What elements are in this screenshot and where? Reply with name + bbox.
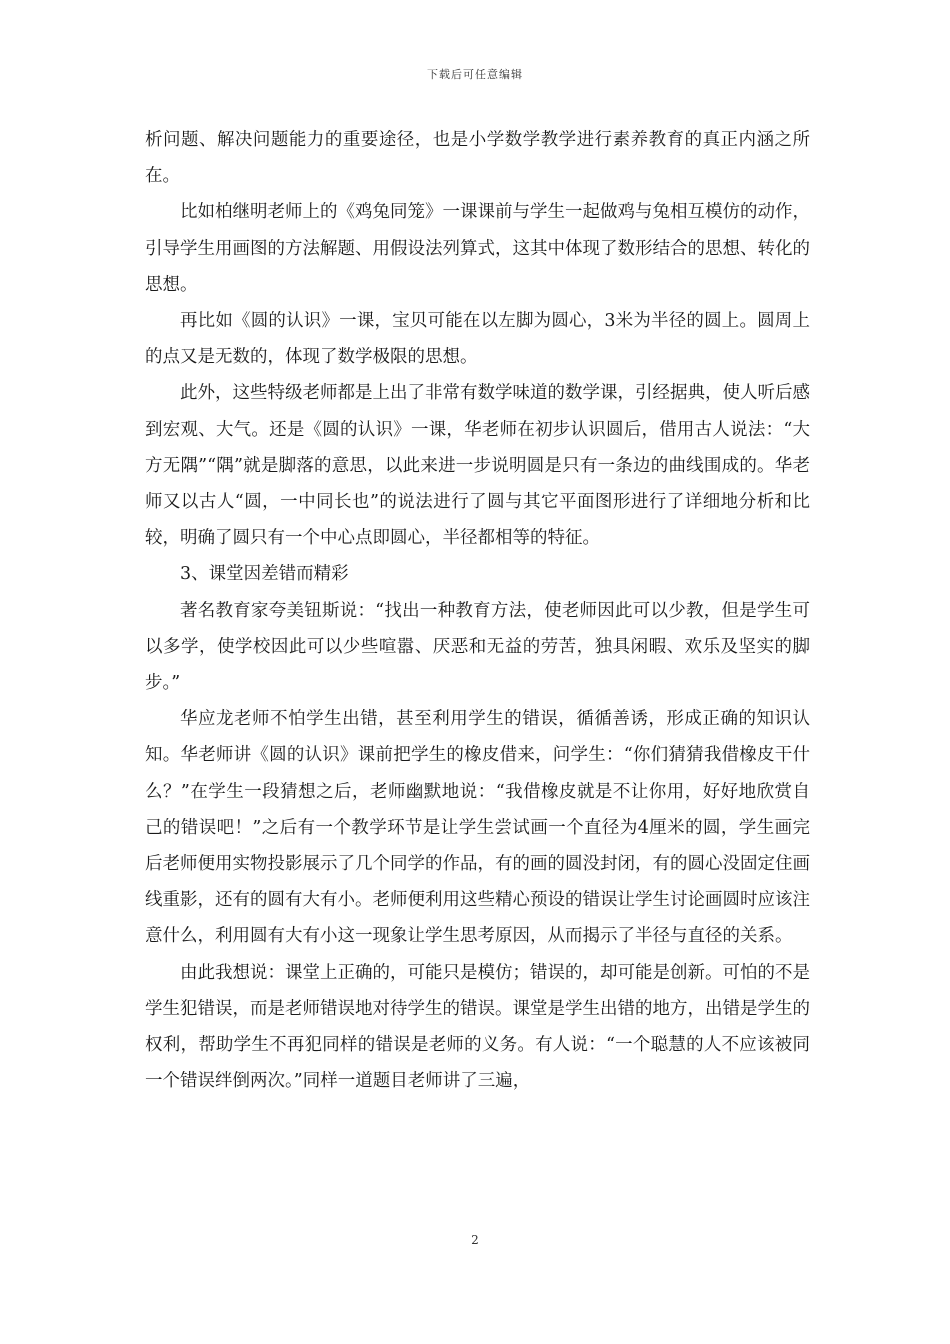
page-number: 2 xyxy=(471,1233,479,1247)
paragraph-5: 著名教育家夸美钮斯说：“找出一种教育方法，使老师因此可以少教，但是学生可以多学，使学校因此可以少些喧嚣、厌恶和无益的劳苦，独具闲暇、欢乐及坚实的脚步。” xyxy=(145,600,810,694)
paragraph-3: 再比如《圆的认识》一课，宝贝可能在以左脚为圆心，3米为半径的圆上。圆周上的点又是无数的，体现了数学极限的思想。 xyxy=(145,311,810,368)
paragraph-2: 比如柏继明老师上的《鸡兔同笼》一课课前与学生一起做鸡与兔相互模仿的动作，引导学生用画图的方法解题、用假设法列算式，这其中体现了数形结合的思想、转化的思想。 xyxy=(145,202,810,295)
document-body xyxy=(145,122,810,1099)
paragraph-6: 华应龙老师不怕学生出错，甚至利用学生的错误，循循善诱，形成正确的知识认知。华老师讲《圆的认识》课前把学生的橡皮借来，问学生：“你们猜猜我借橡皮干什么？”在学生一段猜想之后，老师幽默地说：“我借橡皮就是不让你用，好好地欣赏自己的错误吧！”之后有一个教学环节是让学生尝试画一个直径为4厘米的圆，学生画完后老师便用实物投影展示了几个同学的作品，有的画的圆没封闭，有的圆心没固定住画线重影，还有的圆有大有小。老师便利用这些精心预设的错误让学生讨论画圆时应该注意什么，利用圆有大有小这一现象让学生思考原因，从而揭示了半径与直径的关系。 xyxy=(145,709,810,947)
paragraph-4: 此外，这些特级老师都是上出了非常有数学味道的数学课，引经据典，使人听后感到宏观、大气。还是《圆的认识》一课，华老师在初步认识圆后，借用古人说法：“大方无隅”“隅”就是脚落的意思，以此来进一步说明圆是只有一条边的曲线围成的。华老师又以古人“圆，一中同长也”的说法进行了圆与其它平面图形进行了详细地分析和比较，明确了圆只有一个中心点即圆心，半径都相等的特征。 xyxy=(145,383,810,549)
page-header: 下载后可任意编辑 xyxy=(427,68,523,81)
section-heading: 3、课堂因差错而精彩 xyxy=(180,564,349,585)
paragraph-7: 由此我想说：课堂上正确的，可能只是模仿；错误的，却可能是创新。可怕的不是学生犯错误，而是老师错误地对待学生的错误。课堂是学生出错的地方，出错是学生的权利，帮助学生不再犯同样的错误是老师的义务。有人说：“一个聪慧的人不应该被同一个错误绊倒两次。”同样一道题目老师讲了三遍， xyxy=(145,962,810,1092)
paragraph-1: 析问题、解决问题能力的重要途径，也是小学数学教学进行素养教育的真正内涵之所在。 xyxy=(145,130,810,187)
